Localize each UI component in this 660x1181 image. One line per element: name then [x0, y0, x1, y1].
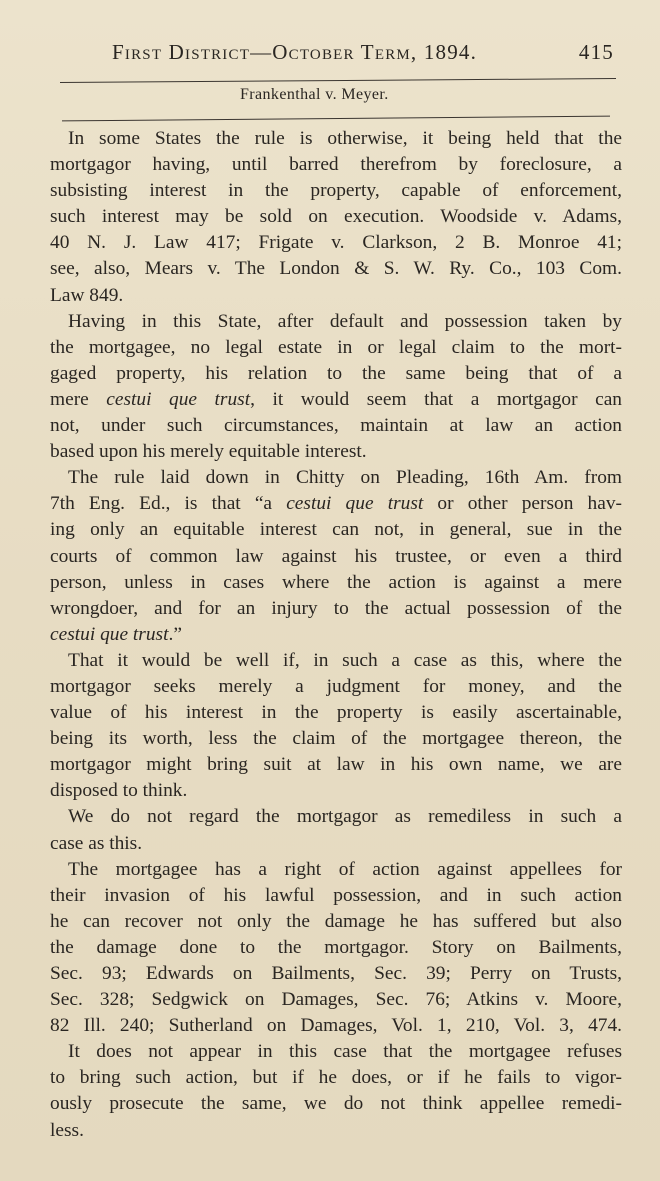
- text-segment: mortgagor might bring suit at law in his own name, we are: [50, 754, 622, 776]
- italic-phrase: cestui que trust: [106, 388, 251, 410]
- text-segment: wrongdoer, and for an injury to the actual possession of the: [50, 597, 622, 619]
- text-line: [50, 1039, 622, 1065]
- text-segment: The rule laid down in Chitty on Pleading, 16th Am. from: [68, 467, 622, 489]
- text-line: [50, 283, 622, 309]
- text-segment: value of his interest in the property is easily ascertainable,: [50, 702, 622, 724]
- text-line: [50, 413, 622, 439]
- text-line: [50, 804, 622, 830]
- text-segment: or other person hav-: [423, 493, 622, 515]
- text-line: [50, 491, 622, 517]
- text-segment: mortgagor having, until barred therefrom by foreclosure, a: [50, 154, 622, 176]
- text-line: [50, 831, 622, 857]
- text-line: [50, 178, 622, 204]
- text-segment: Sec. 93; Edwards on Bailments, Sec. 39; Perry on Trusts,: [50, 963, 622, 984]
- text-segment: person, unless in cases where the action is against a mere: [50, 571, 622, 593]
- text-line: [50, 570, 622, 596]
- text-line: [50, 517, 622, 543]
- text-line: [50, 909, 622, 935]
- text-segment: We do not regard the mortgagor as remediless in such a: [68, 806, 622, 828]
- text-segment: 40 N. J. Law 417; Frigate v. Clarkson, 2 B. Monroe 41;: [50, 232, 622, 254]
- text-segment: mortgagor seeks merely a judgment for money, and the: [50, 675, 622, 697]
- text-line: [50, 961, 622, 987]
- text-line: [50, 361, 622, 387]
- text-segment: 7th Eng. Ed., is that “a: [50, 493, 287, 515]
- text-line: [50, 439, 622, 465]
- text-line: [50, 1118, 622, 1144]
- text-segment: ing only an equitable interest can not, in general, sue in the: [50, 519, 622, 541]
- text-line: [50, 204, 622, 230]
- opinion-text: [50, 126, 622, 1144]
- text-segment: Having in this State, after default and possession taken by: [68, 310, 622, 332]
- text-segment: , it would seem that a mortgagor can: [250, 388, 623, 410]
- text-line: [50, 648, 622, 674]
- running-title: First District—October Term, 1894.: [112, 40, 478, 64]
- text-line: [50, 935, 622, 961]
- text-line: [50, 309, 622, 335]
- text-line: [50, 230, 622, 256]
- text-segment: Sec. 328; Sedgwick on Damages, Sec. 76; Atkins v. Moore,: [50, 989, 622, 1011]
- text-line: [50, 1013, 622, 1039]
- text-segment: mere: [50, 388, 107, 410]
- text-segment: That it would be well if, in such a case as this, where the: [68, 649, 622, 671]
- text-line: [50, 152, 622, 178]
- text-segment: case as this.: [50, 832, 143, 854]
- header-rule-bottom: [62, 116, 610, 122]
- italic-phrase: cestui que trust: [286, 493, 424, 515]
- text-segment: their invasion of his lawful possession, and in such action: [50, 884, 622, 906]
- text-line: [50, 1091, 622, 1117]
- text-line: [50, 857, 622, 883]
- text-segment: ously prosecute the same, we do not think appellee remedi-: [50, 1093, 622, 1115]
- text-line: [50, 596, 622, 622]
- text-line: [50, 778, 622, 804]
- text-segment: The mortgagee has a right of action against appellees for: [68, 858, 622, 880]
- text-segment: the damage done to the mortgagor. Story on Bailments,: [50, 936, 622, 958]
- text-line: [50, 674, 622, 700]
- text-segment: Law 849.: [50, 284, 124, 306]
- text-line: [50, 883, 622, 909]
- text-segment: based upon his merely equitable interest.: [50, 441, 367, 463]
- text-segment: It does not appear in this case that the mortgagee refuses: [68, 1041, 622, 1063]
- text-segment: disposed to think.: [50, 780, 188, 802]
- text-segment: gaged property, his relation to the same being that of a: [50, 362, 622, 384]
- text-segment: 82 Ill. 240; Sutherland on Damages, Vol. 1, 210, Vol. 3, 474.: [50, 1015, 622, 1037]
- text-line: [50, 1065, 622, 1091]
- text-line: [50, 622, 622, 648]
- case-name: Frankenthal v. Meyer.: [240, 86, 389, 103]
- italic-phrase: cestui que trust: [50, 623, 169, 645]
- text-line: [50, 700, 622, 726]
- text-line: [50, 335, 622, 361]
- text-segment: the mortgagee, no legal estate in or legal claim to the mort-: [50, 336, 622, 358]
- text-line: [50, 726, 622, 752]
- text-line: [50, 752, 622, 778]
- text-line: [50, 126, 622, 152]
- text-segment: such interest may be sold on execution. Woodside v. Adams,: [50, 206, 622, 228]
- text-segment: .”: [168, 623, 182, 645]
- running-head: [112, 40, 618, 70]
- text-segment: courts of common law against his trustee, or even a third: [50, 545, 622, 567]
- text-line: [50, 987, 622, 1013]
- header-rule-top: [60, 78, 616, 83]
- text-segment: to bring such action, but if he does, or if he fails to vigor-: [50, 1067, 622, 1089]
- text-line: [50, 544, 622, 570]
- text-segment: being its worth, less the claim of the mortgagee thereon, the: [50, 728, 622, 750]
- text-line: [50, 256, 622, 282]
- text-segment: In some States the rule is otherwise, it being held that the: [68, 128, 622, 149]
- text-segment: see, also, Mears v. The London & S. W. Ry. Co., 103 Com.: [50, 258, 622, 280]
- page-number: 415: [578, 40, 614, 64]
- text-line: [50, 387, 622, 413]
- text-segment: he can recover not only the damage he has suffered but also: [50, 910, 622, 932]
- text-segment: less.: [50, 1119, 84, 1141]
- text-line: [50, 465, 622, 491]
- text-segment: not, under such circumstances, maintain at law an action: [50, 415, 622, 437]
- text-segment: subsisting interest in the property, capable of enforcement,: [50, 180, 622, 202]
